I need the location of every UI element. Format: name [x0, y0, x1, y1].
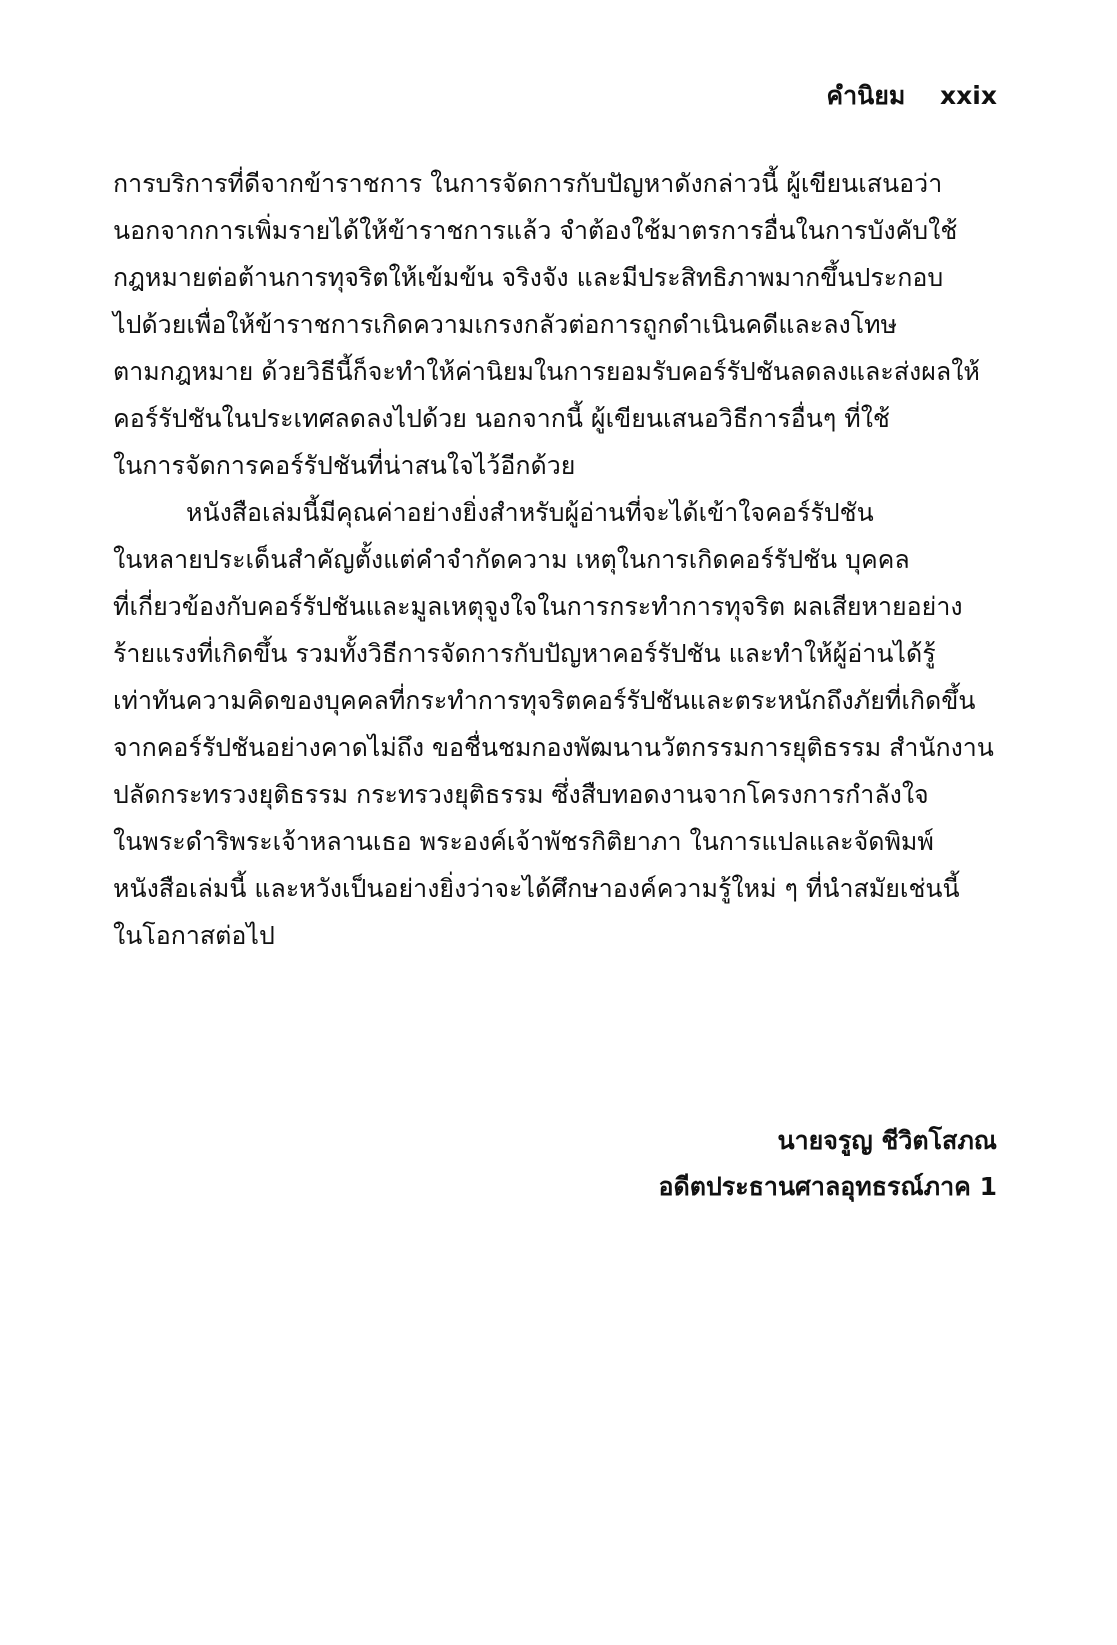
- signature-block: [658, 1118, 997, 1210]
- page-number: xxix: [940, 81, 997, 110]
- signatory-position: อดีตประธานศาลอุทธรณ์ภาค 1: [658, 1172, 997, 1201]
- text-line: ที่เกี่ยวข้องกับคอร์รัปชันและมูลเหตุจูงใจในการกระทำการทุจริต ผลเสียหายอย่าง: [113, 592, 963, 621]
- section-title: คำนิยม: [826, 81, 906, 110]
- text-line: ตามกฎหมาย ด้วยวิธีนี้ก็จะทำให้ค่านิยมในการยอมรับคอร์รัปชันลดลงและส่งผลให้: [113, 357, 980, 386]
- paragraph-continued: [113, 160, 993, 489]
- text-line: การบริการที่ดีจากข้าราชการ ในการจัดการกับปัญหาดังกล่าวนี้ ผู้เขียนเสนอว่า: [113, 169, 943, 198]
- signatory-name: นายจรูญ ชีวิตโสภณ: [777, 1126, 997, 1155]
- paragraph-book-value: [113, 489, 993, 959]
- text-line: หนังสือเล่มนี้มีคุณค่าอย่างยิ่งสำหรับผู้อ่านที่จะได้เข้าใจคอร์รัปชัน: [186, 498, 874, 527]
- body-text: [113, 160, 993, 959]
- text-line: จากคอร์รัปชันอย่างคาดไม่ถึง ขอชื่นชมกองพัฒนานวัตกรรมการยุติธรรม สำนักงาน: [113, 733, 994, 762]
- text-line: ในการจัดการคอร์รัปชันที่น่าสนใจไว้อีกด้วย: [113, 451, 576, 480]
- text-line: เท่าทันความคิดของบุคคลที่กระทำการทุจริตคอร์รัปชันและตระหนักถึงภัยที่เกิดขึ้น: [113, 686, 976, 715]
- text-line: ร้ายแรงที่เกิดขึ้น รวมทั้งวิธีการจัดการกับปัญหาคอร์รัปชัน และทำให้ผู้อ่านได้รู้: [113, 639, 936, 668]
- text-line: ในโอกาสต่อไป: [113, 921, 275, 950]
- text-line: ในหลายประเด็นสำคัญตั้งแต่คำจำกัดความ เหตุในการเกิดคอร์รัปชัน บุคคล: [113, 545, 910, 574]
- text-line: นอกจากการเพิ่มรายได้ให้ข้าราชการแล้ว จำต้องใช้มาตรการอื่นในการบังคับใช้: [113, 216, 958, 245]
- text-line: กฎหมายต่อต้านการทุจริตให้เข้มข้น จริงจัง และมีประสิทธิภาพมากขึ้นประกอบ: [113, 263, 944, 292]
- text-line: ปลัดกระทรวงยุติธรรม กระทรวงยุติธรรม ซึ่งสืบทอดงานจากโครงการกำลังใจ: [113, 780, 929, 809]
- running-head: [826, 76, 997, 116]
- text-line: ไปด้วยเพื่อให้ข้าราชการเกิดความเกรงกลัวต่อการถูกดำเนินคดีและลงโทษ: [113, 310, 898, 339]
- text-line: ในพระดำริพระเจ้าหลานเธอ พระองค์เจ้าพัชรกิติยาภา ในการแปลและจัดพิมพ์: [113, 827, 934, 856]
- text-line: หนังสือเล่มนี้ และหวังเป็นอย่างยิ่งว่าจะได้ศึกษาองค์ความรู้ใหม่ ๆ ที่นำสมัยเช่นนี้: [113, 874, 960, 903]
- text-line: คอร์รัปชันในประเทศลดลงไปด้วย นอกจากนี้ ผู้เขียนเสนอวิธีการอื่นๆ ที่ใช้: [113, 404, 890, 433]
